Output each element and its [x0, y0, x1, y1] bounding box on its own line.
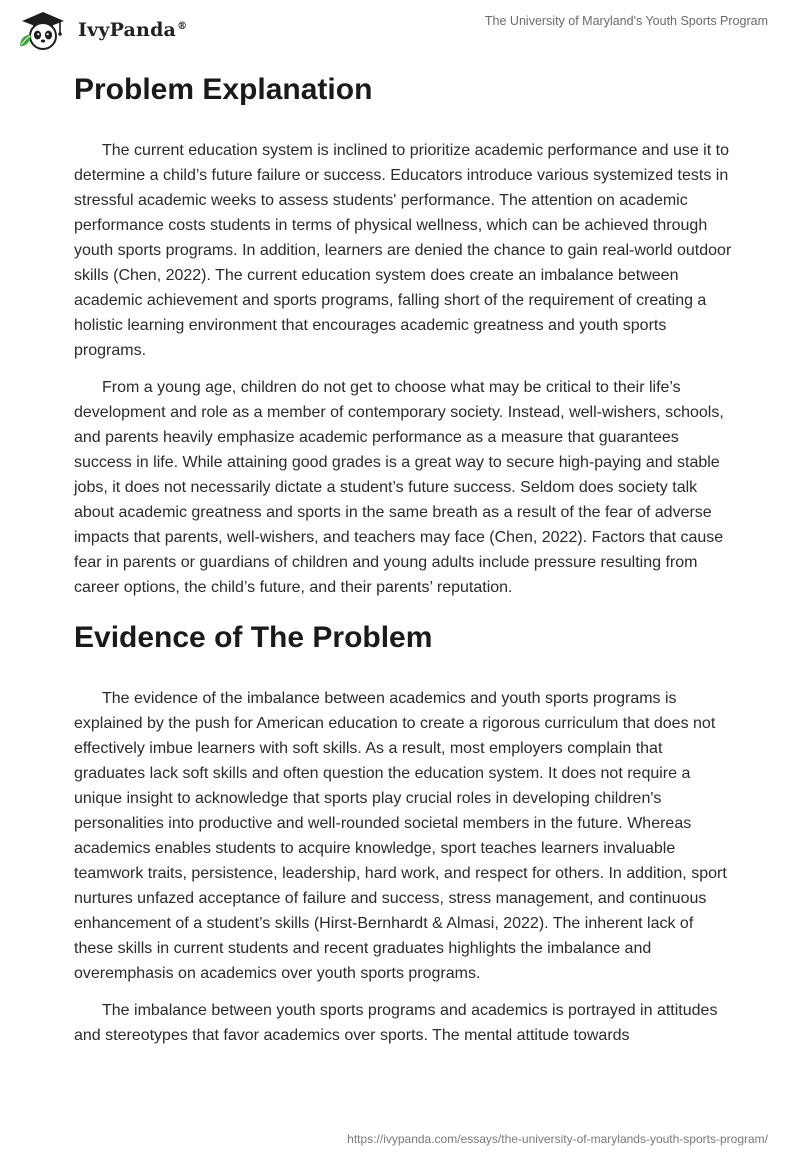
source-url-link[interactable]: https://ivypanda.com/essays/the-university-of-marylands-youth-sports-program/	[347, 1132, 768, 1146]
brand-name-text: IvyPanda	[78, 19, 177, 41]
panda-graduate-logo-icon	[14, 8, 72, 52]
section-heading-evidence-of-the-problem: Evidence of The Problem	[74, 621, 433, 654]
brand-logo[interactable]	[14, 8, 187, 52]
paragraph: The current education system is inclined to prioritize academic performance and use it to determine a child’s future failure or success. Educators introduce various systemized tests in stressful academic weeks to assess students' performance. The attention on academic performance costs students in terms of physical wellness, which can be achieved through youth sports programs. In addition, learners are denied the chance to gain real-world outdoor skills (Chen, 2022). The current education system does create an imbalance between academic achievement and sports programs, falling short of the requirement of creating a holistic learning environment that encourages academic greatness and youth sports programs.	[74, 142, 732, 359]
section-heading-problem-explanation: Problem Explanation	[74, 73, 373, 106]
essay-content	[74, 68, 734, 1060]
brand-name	[78, 19, 187, 41]
paragraph: From a young age, children do not get to choose what may be critical to their life’s development and role as a member of contemporary society. Instead, well-wishers, schools, and parents heavily emphasize academic performance as a measure that guarantees success in life. While attaining good grades is a great way to secure high-paying and stable jobs, it does not necessarily dictate a student’s future success. Seldom does society talk about academic greatness and sports in the same breath as a result of the fear of adverse impacts that parents, well-wishers, and teachers may face (Chen, 2022). Factors that cause fear in parents or guardians of children and young adults include pressure resulting from career options, the child’s future, and their parents’ reputation.	[74, 379, 724, 596]
paragraph: The imbalance between youth sports programs and academics is portrayed in attitudes and stereotypes that favor academics over sports. The mental attitude towards	[74, 1002, 718, 1044]
registered-mark: ®	[177, 20, 188, 32]
document-title: The University of Maryland's Youth Sports Program	[484, 14, 768, 28]
page-header	[0, 0, 800, 60]
paragraph: The evidence of the imbalance between academics and youth sports programs is explained by the push for American education to create a rigorous curriculum that does not effectively imbue learners with soft skills. As a result, most employers complain that graduates lack soft skills and often question the education system. It does not require a unique insight to acknowledge that sports play crucial roles in developing children's personalities into productive and well-rounded societal members in the future. Whereas academics enables students to acquire knowledge, sport teaches learners invaluable teamwork traits, persistence, leadership, hard work, and respect for others. In addition, sport nurtures unfazed acceptance of failure and success, stress management, and continuous enhancement of a student’s skills (Hirst-Bernhardt & Almasi, 2022). The inherent lack of these skills in current students and recent graduates highlights the imbalance and overemphasis on academics over youth sports programs.	[74, 690, 727, 982]
